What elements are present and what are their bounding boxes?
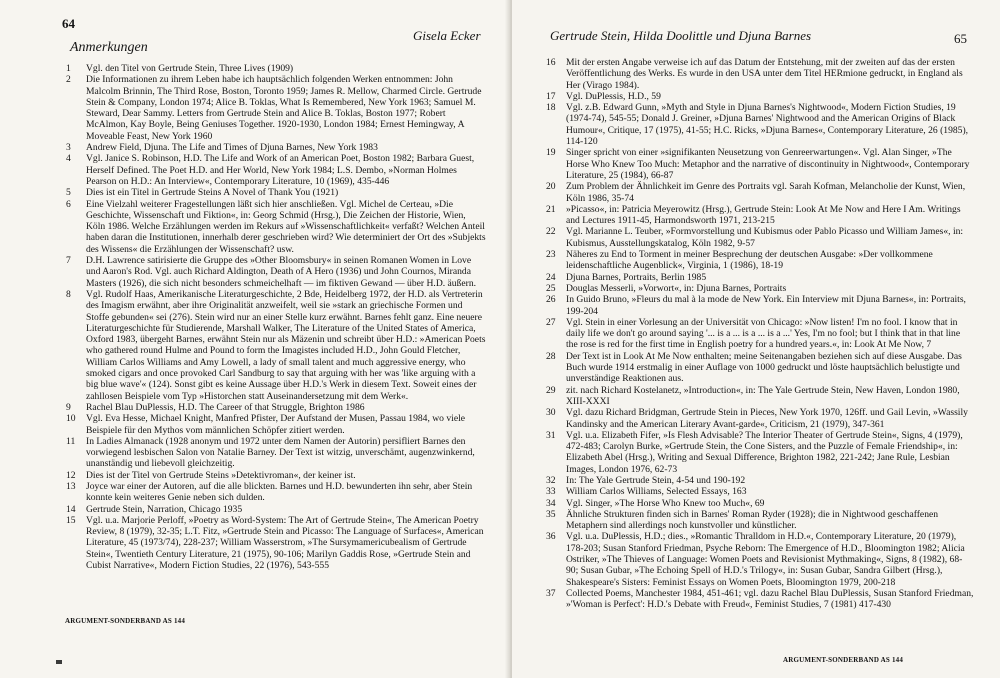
footnote-text: Eine Vielzahl weiterer Fragestellungen läßt sich hier anschließen. Vgl. Michel de Certeau, »Die Geschichte, Wissenschaft und Fiktion«, in: Georg Schmid (Hrsg.), Die Zeichen der Historie, Wien, Köln 1986. Welche Erzählungen werden im Rekurs auf »Wissenschaftlichkeit« verfaßt? Welchen Anteil haben daran die Institutionen, innerhalb derer geschrieben wird? Wie determiniert der Ort des »Subjekts des Wissens« die Erzählungen der Wissenschaft? usw. (86, 198, 486, 255)
footnote-number: 21 (546, 203, 556, 215)
footnote (66, 187, 486, 198)
footnote-text: Vgl. Rudolf Haas, Amerikanische Literaturgeschichte, 2 Bde, Heidelberg 1972, der H.D. als Vertreterin des Imagism erwähnt, aber ihre Originalität anzweifelt, weil sie »stark an griechische Formen und Stoffe gebunden« sei (276). Stein wird nur an einer Stelle kurz erwähnt. Barnes fehlt ganz. Eine neuere Literaturgeschichte für Studierende, Marshall Walker, The Literature of the United States of America, Oxford 1983, übergeht Barnes, erwähnt Stein nur als Mäzenin und schreibt über H.D.: »American Poets who gathered round Hulme and Pound to form the Imagistes included H.D., John Gould Fletcher, William Carlos Williams and Amy Lowell, a lady of small talent and much aggressive energy, who smoked cigars and once provoked Carl Sandburg to say that arguing with her was 'like arguing with a big blue wave'« (124). Sonst gibt es keine Aussage über H.D.'s Werk in diesem Text. Soweit eines der zahllosen Beispiele vom Typ »Historchen statt Auseinandersetzung mit dem Werk«. (86, 288, 486, 402)
footnote-text: Ähnliche Strukturen finden sich in Barnes' Roman Ryder (1928); die in Nightwood geschaffenen Metaphern sind allerdings noch kunstvoller und künstlicher. (566, 508, 939, 532)
footnote-text: Vgl. u.a. Marjorie Perloff, »Poetry as Word-System: The Art of Gertrude Stein«, The American Poetry Review, 8 (1979), 32-35; L.T. Fitz, »Gertrude Stein and Picasso: The Language of Surfaces«, American Literature, 45 (1973/74), 228-237; William Wasserstrom, »The Sursymamericubealism of Gertrude Stein«, Twentieth Century Literature, 21 (1975), 90-106; Marilyn Gaddis Rose, »Gertrude Stein and Cubist Narrative«, Modern Fiction Studies, 22 (1976), 543-555 (86, 514, 484, 572)
print-smudge (56, 660, 62, 664)
footnote-number: 10 (66, 413, 76, 425)
footnote-number: 16 (546, 57, 556, 68)
notes-heading: Anmerkungen (70, 40, 148, 55)
footnote-number: 11 (66, 435, 76, 447)
footnote-text: Vgl. Marianne L. Teuber, »Formvorstellung und Kubismus oder Pablo Picasso und William James«, in: Kubismus, Ausstellungskatalog, Köln 1982, 9-57 (566, 226, 964, 249)
footnote-text: Andrew Field, Djuna. The Life and Times of Djuna Barnes, New York 1983 (86, 142, 378, 154)
footnote-text: Collected Poems, Manchester 1984, 451-461; vgl. dazu Rachel Blau DuPlessis, Susan Stanford Friedman, »'Woman is Perfect': H.D.'s Debate with Freud«, Feminist Studies, 7 (1981) 417-430 (566, 587, 974, 611)
footnote-number: 28 (546, 350, 556, 362)
footnote-text: In Ladies Almanack (1928 anonym und 1972 unter dem Namen der Autorin) persifliert Barnes den vorwiegend lesbischen Salon von Natalie Barney. Der Text ist witzig, unverschämt, augenzwinkernd, unanständig und liebevoll gleichzeitig. (86, 435, 475, 470)
footnote-text: Singer spricht von einer »signifikanten Neusetzung von Genreerwartungen«. Vgl. Alan Singer, »The Horse Who Knew Too Much: Metaphor and the narrative of discontinuity in Nightwood«, Contemporary Literature, 25 (1984), 66-87 (566, 147, 970, 181)
footnote-text: Vgl. u.a. Elizabeth Fifer, »Is Flesh Advisable? The Interior Theater of Gertrude Stein«, Signs, 4 (1979), 472-483; Carolyn Burke, »Gertrude Stein, the Cone Sisters, and the Puzzle of Female Friendship«, in: Elizabeth Abel (Hrsg.), Writing and Sexual Difference, Brighton 1982, 221-242; Jane Rule, Lesbian Images, London 1976, 62-73 (566, 429, 963, 475)
running-head: Gisela Ecker (413, 28, 481, 43)
footnote (66, 153, 486, 187)
footnote-text: Vgl. Janice S. Robinson, H.D. The Life and Work of an American Poet, Boston 1982; Barbara Guest, Herself Defined. The Poet H.D. and Her World, New York 1984; L.S. Dembo, »Norman Holmes Pearson on H.D.: An Interview«, Contemporary Literature, 10 (1969), 435-446 (86, 153, 475, 187)
footnote-number: 12 (66, 469, 76, 481)
footnote-text: Die Informationen zu ihrem Leben habe ich hauptsächlich folgenden Werken entnommen: John Malcolm Brinnin, The Third Rose, Boston, Toronto 1959; James R. Mellow, Charmed Circle. Gertrude Stein & Company, London 1974; Alice B. Toklas, What Is Remembered, New York 1963; Samuel M. Steward, Dear Sammy. Letters from Gertrude Stein and Alice B. Toklas, Boston 1977; Robert McAlmon, Kay Boyle, Being Geniuses Together. 1920-1930, London 1984; Ernest Hemingway, A Moveable Feast, New York 1960 (86, 74, 482, 142)
footnote-text: Näheres zu End to Torment in meiner Besprechung der deutschen Ausgabe: »Der vollkommene leidenschaftliche Augenblick«, Virginia, 1 (1986), 18-19 (566, 249, 933, 272)
footnote-number: 24 (546, 271, 556, 283)
footnote-text: In: The Yale Gertrude Stein, 4-54 und 190-192 (566, 474, 746, 486)
footnote (66, 504, 486, 515)
footnote (546, 283, 974, 294)
footnote (66, 289, 486, 402)
footnote-text: Vgl. DuPlessis, H.D., 59 (566, 90, 661, 102)
footnote (66, 481, 486, 504)
footnote (66, 255, 486, 289)
page-number: 64 (62, 16, 75, 31)
footnote (66, 199, 486, 255)
footnote (546, 91, 974, 102)
footnote-text: Dies ist der Titel von Gertrude Steins »Detektivroman«, der keiner ist. (86, 469, 356, 481)
footnote-number: 18 (546, 102, 556, 114)
footnote (546, 272, 974, 283)
footnote-number: 4 (66, 153, 71, 165)
footnote-number: 2 (66, 74, 71, 86)
footnote-number: 1 (66, 63, 71, 74)
footnote-number: 31 (546, 429, 556, 441)
footnote (546, 226, 974, 249)
page-number: 65 (954, 31, 967, 46)
footnote-text: Zum Problem der Ähnlichkeit im Genre des Portraits vgl. Sarah Kofman, Melancholie der Kunst, Wien, Köln 1986, 35-74 (566, 181, 966, 204)
footnote (546, 351, 974, 385)
footnote-number: 6 (66, 198, 71, 210)
footnote-text: Gertrude Stein, Narration, Chicago 1935 (86, 503, 243, 515)
notes-list (546, 57, 974, 611)
footnote-text: D.H. Lawrence satirisierte die Gruppe des »Other Bloomsbury« in seinen Romanen Women in Love und Aaron's Rod. Vgl. auch Richard Aldington, Death of A Hero (1936) und John Cournos, Miranda Masters (1926), die sich nicht besonders schmeichelhaft — im fiktiven Gewand — über H.D. äußern. (86, 255, 477, 289)
footnote-number: 5 (66, 187, 71, 199)
footnote-text: Dies ist ein Titel in Gertrude Steins A Novel of Thank You (1921) (86, 187, 339, 199)
footnote-number: 30 (546, 407, 556, 419)
footnote-number: 22 (546, 226, 556, 238)
footnote (546, 430, 974, 475)
footnote-text: Rachel Blau DuPlessis, H.D. The Career of that Struggle, Brighton 1986 (86, 401, 365, 413)
notes-list (66, 63, 486, 571)
footnote-number: 17 (546, 90, 556, 102)
footnote (66, 402, 486, 413)
footnote-number: 37 (546, 587, 556, 599)
footnote-text: zit. nach Richard Kostelanetz, »Introduction«, in: The Yale Gertrude Stein, New Haven, London 1980, XIII-XXXI (566, 384, 960, 407)
footnote-number: 19 (546, 147, 556, 159)
footnote (546, 498, 974, 509)
footnote (546, 531, 974, 587)
footnote (546, 57, 974, 91)
running-head: Gertrude Stein, Hilda Doolittle und Djuna Barnes (550, 28, 812, 43)
footnote-number: 13 (66, 480, 76, 492)
footnote-text: Vgl. Singer, »The Horse Who Knew too Much«, 69 (566, 497, 765, 509)
footnote-text: William Carlos Williams, Selected Essays, 163 (566, 486, 747, 498)
footnote-text: »Picasso«, in: Patricia Meyerowitz (Hrsg.), Gertrude Stein: Look At Me Now and Here I Am. Writings and Lectures 1911-45, Harmondsworth 1971, 213-215 (566, 203, 961, 227)
footnote-number: 15 (66, 514, 76, 526)
footnote-number: 14 (66, 503, 76, 515)
footnote-number: 29 (546, 384, 556, 396)
footnote (66, 142, 486, 153)
footnote-number: 25 (546, 282, 556, 294)
footnote-text: Douglas Messerli, »Vorwort«, in: Djuna Barnes, Portraits (566, 282, 787, 294)
footnote (546, 249, 974, 272)
footnote-text: Vgl. den Titel von Gertrude Stein, Three Lives (1909) (86, 63, 294, 74)
footnote (546, 407, 974, 430)
footnote-number: 36 (546, 531, 556, 543)
footnote-text: Der Text ist in Look At Me Now enthalten; meine Seitenangaben beziehen sich auf diese Ausgabe. Das Buch wurde 1914 erstmalig in einer Auflage von 1000 gedruckt und löste hauptsächlich belustigte und unverständige Reaktionen aus. (566, 350, 962, 385)
footnote (546, 385, 974, 408)
page-footer: ARGUMENT-SONDERBAND AS 144 (783, 656, 904, 664)
footnote (546, 317, 974, 351)
footnote-text: Vgl. Stein in einer Vorlesung an der Universität von Chicago: »Now listen! I'm no fool. I know that in daily life we don't go around saying '... is a ... is a ... is a ...' Yes, I'm no fool; but I think that in that line the rose is red for the first time in English poetry for a hundred years.«, in: Look At Me Now, 7 (566, 316, 961, 351)
footnote-text: Joyce war einer der Autoren, auf die alle blickten. Barnes und H.D. bewunderten ihn sehr, aber Stein konnte kein weiteres Genie neben sich dulden. (86, 480, 473, 504)
page-footer: ARGUMENT-SONDERBAND AS 144 (65, 617, 186, 625)
footnote-number: 34 (546, 497, 556, 509)
footnote-text: Vgl. z.B. Edward Gunn, »Myth and Style in Djuna Barnes's Nightwood«, Modern Fiction Studies, 19 (1974-74), 545-55; Donald J. Greiner, »Djuna Barnes' Nightwood and the American Origins of Black Humour«, Critique, 17 (1975), 41-55; H.C. Ricks, »Djuna Barnes«, Contemporary Literature, 26 (1985), 114-120 (566, 102, 969, 148)
footnote (66, 515, 486, 571)
footnote (546, 204, 974, 227)
footnote-text: Vgl. Eva Hesse, Michael Knight, Manfred Pfister, Der Aufstand der Musen, Passau 1984, wo viele Beispiele für den Mythos vom männlichen Schöpfer zitiert werden. (86, 413, 466, 436)
footnote-number: 32 (546, 474, 556, 486)
footnote-text: Vgl. u.a. DuPlessis, H.D.; dies., »Romantic Thralldom in H.D.«, Contemporary Literature, 20 (1979), 178-203; Susan Stanford Friedman, Psyche Reborn: The Emergence of H.D., Bloomington 1982; Alicia Ostriker, »The Thieves of Language: Women Poets and Revisionist Mythmaking«, Signs, 8 (1982), 68-90; Susan Gubar, »The Echoing Spell of H.D.'s Trilogy«, in: Susan Gubar, Sandra Gilbert (Hrsg.), Shakespeare's Sisters: Feminist Essays on Women Poets, Bloomington 1979, 200-218 (566, 531, 965, 588)
footnote-number: 27 (546, 316, 556, 328)
footnote (66, 470, 486, 481)
footnote (546, 509, 974, 532)
right-page (512, 0, 1000, 678)
footnote (66, 74, 486, 142)
footnote-number: 35 (546, 508, 556, 520)
footnote (546, 486, 974, 497)
footnote (546, 588, 974, 611)
footnote-number: 7 (66, 255, 71, 267)
footnote-text: Mit der ersten Angabe verweise ich auf das Datum der Entstehung, mit der zweiten auf das der ersten Veröffentlichung des Werks. Es wurde in den USA unter dem Titel HERmione gedruckt, in England als Her (Virago 1984). (566, 57, 963, 91)
footnote (546, 181, 974, 204)
footnote-number: 9 (66, 401, 71, 413)
footnote-text: Djuna Barnes, Portraits, Berlin 1985 (566, 271, 707, 283)
footnote-text: In Guido Bruno, »Fleurs du mal à la mode de New York. Ein Interview mit Djuna Barnes«, in: Portraits, 199-204 (566, 294, 966, 317)
footnote (546, 147, 974, 181)
footnote-number: 20 (546, 181, 556, 193)
footnote-number: 33 (546, 486, 556, 498)
footnote-text: Vgl. dazu Richard Bridgman, Gertrude Stein in Pieces, New York 1970, 126ff. und Gail Levin, »Wassily Kandinsky and the American Literary Avant-garde«, Criticism, 21 (1979), 347-361 (566, 407, 968, 430)
footnote-number: 23 (546, 249, 556, 261)
footnote (66, 413, 486, 436)
footnote (546, 102, 974, 147)
footnote-number: 8 (66, 288, 71, 300)
footnote-number: 26 (546, 294, 556, 306)
footnote (546, 475, 974, 486)
footnote (66, 436, 486, 470)
footnote (546, 294, 974, 317)
footnote (66, 63, 486, 74)
footnote-number: 3 (66, 142, 71, 154)
